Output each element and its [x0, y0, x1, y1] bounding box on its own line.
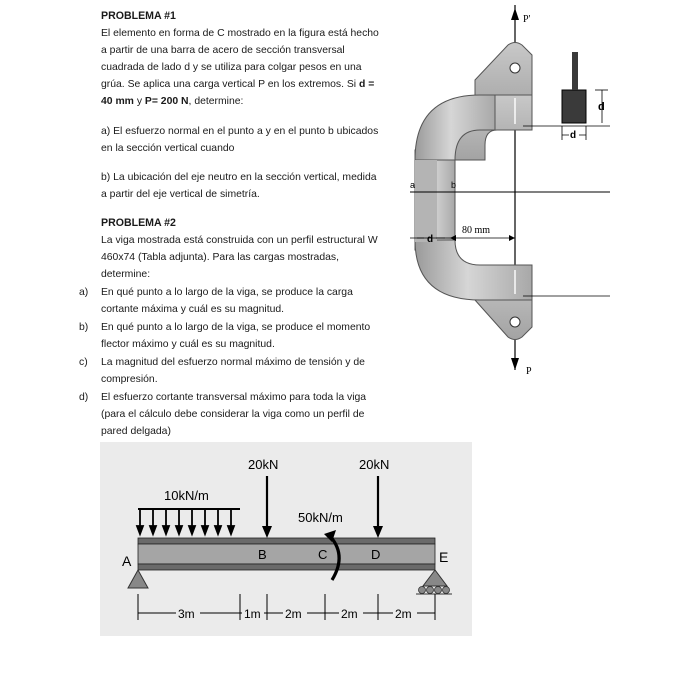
given-d: d = [358, 79, 375, 90]
dist-load-label: 10kN/m [164, 488, 209, 503]
span-ab-label: 3m [178, 607, 195, 621]
given-p-value: P= 200 N [144, 96, 189, 107]
problem1-title: PROBLEMA #1 [101, 10, 176, 22]
span-c-label: 2m [285, 607, 302, 621]
beam-point-b: B [258, 547, 267, 562]
point-a-label: a [410, 180, 416, 190]
point-b-label: b [451, 180, 457, 190]
vertical-face [415, 160, 437, 242]
load-label-bottom: P [526, 366, 532, 377]
point-load-1-label: 20kN [248, 457, 279, 472]
given-end: , determine: [188, 96, 244, 107]
beam-point-d: D [371, 547, 381, 562]
problem2-line-1: La viga mostrada está construida con un perfil estructural W [101, 235, 378, 246]
item-line: (para el cálculo debe considerar la viga como un perfil de [101, 409, 365, 420]
top-pin-hole [510, 63, 520, 73]
bottom-pin-hole [510, 317, 520, 327]
problem1-part-b-line-1: b) La ubicación del eje neutro en la sección vertical, medida [101, 172, 377, 183]
problem1-line-1: El elemento en forma de C mostrado en la figura está hecho [101, 28, 379, 39]
item-line: La magnitud del esfuerzo normal máximo de tensión y de [101, 357, 365, 368]
problem1-line-4-text: grúa. Se aplica una carga vertical P en los extremos. Si [101, 79, 359, 90]
moment-label: 50kN/m [298, 510, 343, 525]
dim-80mm-label: 80 mm [462, 225, 491, 236]
point-load-2-label: 20kN [359, 457, 390, 472]
problem1-line-3: cuadrada de lado d y se utiliza para colgar pesos en una [101, 62, 362, 73]
beam-point-a: A [122, 553, 132, 569]
item-line: En qué punto a lo largo de la viga, se produce el momento [101, 322, 371, 333]
beam-flange-top [138, 538, 435, 544]
item-line: pared delgada) [101, 426, 171, 437]
load-arrow-bottom [511, 358, 519, 370]
dim-d-left: d [427, 234, 434, 245]
beam-point-c: C [318, 547, 328, 562]
problem1-part-a-line-1: a) El esfuerzo normal en el punto a y en el punto b ubicados [101, 126, 379, 137]
given-d-value: 40 mm [101, 96, 134, 107]
span-cd-label: 2m [341, 607, 358, 621]
problem2-item-a [79, 284, 353, 318]
beam-point-e: E [439, 549, 449, 565]
problem2-item-b [79, 319, 371, 353]
problem1-line-5 [101, 93, 243, 111]
problem2-item-d [79, 389, 367, 440]
problem1-line-2: a partir de una barra de acero de sección transversal [101, 45, 345, 56]
cs-dim-d-vertical: d [598, 101, 605, 113]
problem2-item-c [79, 354, 365, 388]
c-element-figure [405, 0, 610, 380]
beam-web [138, 544, 435, 564]
cs-dim-d-horizontal: d [570, 130, 577, 141]
load-label-top: P' [523, 14, 531, 25]
problem2-line-3: determine: [101, 269, 151, 280]
item-label: c) [79, 357, 88, 368]
cross-section-square [562, 90, 586, 123]
item-line: El esfuerzo cortante transversal máximo para toda la viga [101, 392, 367, 403]
dim-80-arrowhead-right [509, 235, 515, 241]
problem1-line-4 [101, 76, 374, 94]
beam-flange-bottom [138, 564, 435, 570]
item-line: En qué punto a lo largo de la viga, se produce la carga [101, 287, 353, 298]
item-label: b) [79, 322, 89, 333]
problem2-line-2: 460x74 (Tabla adjunta). Para las cargas mostradas, [101, 252, 339, 263]
item-label: d) [79, 392, 89, 403]
span-bc-label: 1m [244, 607, 261, 621]
item-line: flector máximo y cuál es su magnitud. [101, 339, 275, 350]
load-arrow-top [511, 8, 519, 20]
beam-figure [100, 442, 472, 636]
problem1-part-b-line-2: a partir del eje vertical de simetría. [101, 189, 260, 200]
item-label: a) [79, 287, 89, 298]
item-line: compresión. [101, 374, 158, 385]
problem2-title: PROBLEMA #2 [101, 217, 176, 229]
problem1-part-a-line-2: en la sección vertical cuando [101, 143, 235, 154]
item-line: cortante máxima y cuál es su magnitud. [101, 304, 285, 315]
span-de-label: 2m [395, 607, 412, 621]
cross-section-stem [572, 52, 578, 90]
given-mid: y [133, 96, 145, 107]
